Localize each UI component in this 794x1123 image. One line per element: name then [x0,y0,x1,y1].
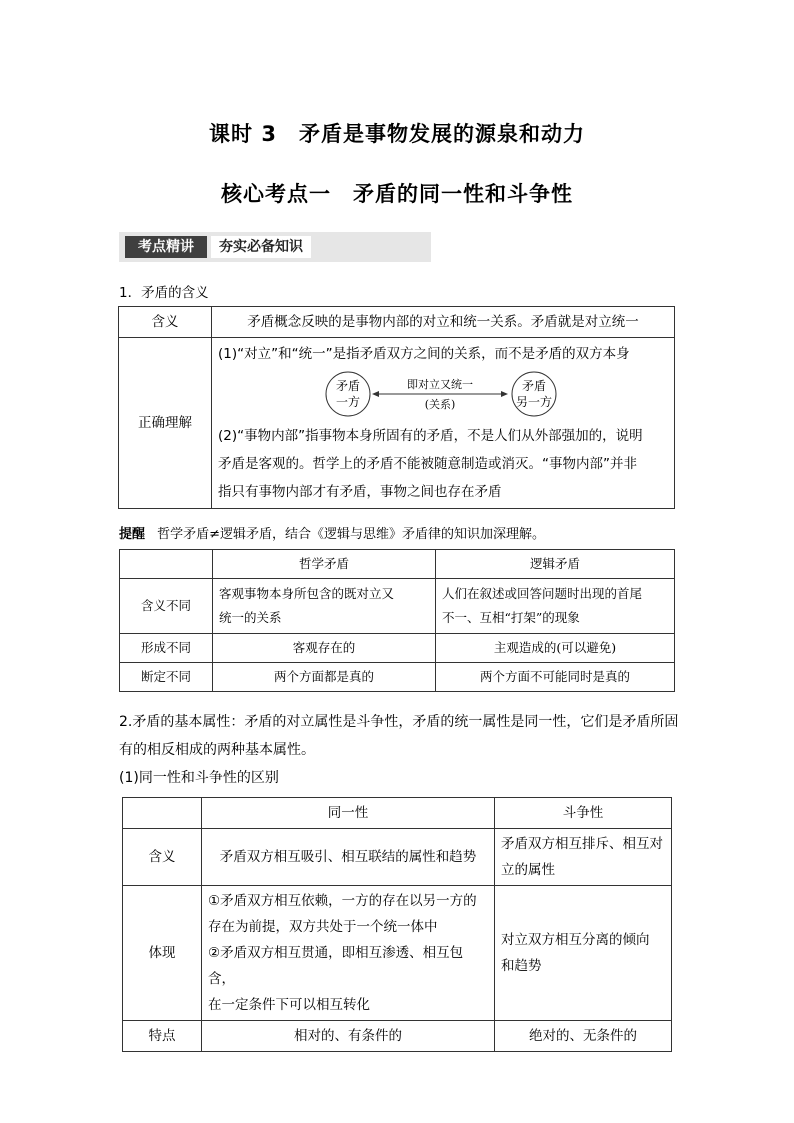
table-row [120,579,675,634]
row-label: 断定不同 [120,663,213,692]
row-label: 形成不同 [120,634,213,663]
right-circle-line1: 矛盾 [521,379,547,393]
corner-cell [123,798,202,829]
point-1: (1)“对立”和“统一”是指矛盾双方之间的关系，而不是矛盾的双方本身 [218,346,630,362]
arrow-head-left [372,391,379,397]
philosophy-vs-logic-table [119,549,675,692]
arrow-head-right [501,391,508,397]
section1-heading: 1．矛盾的含义 [119,285,209,301]
cell: 绝对的、无条件的 [495,1021,672,1052]
cell-line: 不一、互相“打架”的现象 [442,610,580,625]
identity-struggle-table [122,797,672,1052]
row-label: 体现 [123,886,202,1021]
cell: 相对的、有条件的 [202,1021,495,1052]
cell: 两个方面不可能同时是真的 [436,663,675,692]
col-logic: 逻辑矛盾 [436,550,675,579]
point-2-line3: 指只有事物内部才有矛盾，事物之间也存在矛盾 [218,484,502,500]
lesson-title: 课时 3 矛盾是事物发展的源泉和动力 [209,122,585,146]
table-row [123,829,672,886]
row-label-meaning: 含义 [119,307,212,338]
point-2-line1: (2)“事物内部”指事物本身所固有的矛盾，不是人们从外部强加的，说明 [218,428,643,444]
cell-line: 对立双方相互分离的倾向 [501,932,650,948]
tip-label: 提醒 [119,527,146,542]
banner-tag: 考点精讲 [125,236,207,258]
row-label: 含义不同 [120,579,213,634]
contradiction-meaning-table [118,306,675,509]
left-circle-line2: 一方 [335,395,361,409]
cell-line: ①矛盾双方相互依赖，一方的存在以另一方的 [208,893,477,909]
table-row [120,663,675,692]
cell-line: 立的属性 [501,862,555,878]
table-row [123,886,672,1021]
cell: 矛盾双方相互吸引、相互联结的属性和趋势 [202,829,495,886]
cell: 两个方面都是真的 [213,663,436,692]
cell-line: 存在为前提，双方共处于一个统一体中 [208,919,438,935]
table-row [120,634,675,663]
tip-text: 哲学矛盾≠逻辑矛盾，结合《逻辑与思维》矛盾律的知识加深理解。 [157,527,546,542]
cell: 客观存在的 [213,634,436,663]
cell-line: 和趋势 [501,958,542,974]
cell-line: 统一的关系 [219,610,282,625]
cell-line: 客观事物本身所包含的既对立又 [219,586,395,601]
row-label: 特点 [123,1021,202,1052]
row-label-understanding: 正确理解 [119,338,212,509]
col-identity: 同一性 [202,798,495,829]
section-title: 核心考点一 矛盾的同一性和斗争性 [221,182,573,206]
cell: 主观造成的(可以避免) [436,634,675,663]
left-circle-line1: 矛盾 [335,379,361,393]
cell-line: 在一定条件下可以相互转化 [208,997,370,1013]
right-circle-line2: 另一方 [515,395,553,409]
section2-line2: 有的相反相成的两种基本属性。 [119,742,315,758]
cell-line: 人们在叙述或回答问题时出现的首尾 [442,586,643,601]
col-struggle: 斗争性 [495,798,672,829]
cell-line: ②矛盾双方相互贯通，即相互渗透、相互包含， [208,945,464,987]
corner-cell [120,550,213,579]
section2-line1: 2.矛盾的基本属性：矛盾的对立属性是斗争性，矛盾的统一属性是同一性，它们是矛盾所固 [119,714,679,730]
arrow-label-top: 即对立又统一 [407,378,473,391]
col-philosophy: 哲学矛盾 [213,550,436,579]
meaning-text: 矛盾概念反映的是事物内部的对立和统一关系。矛盾就是对立统一 [212,307,675,338]
table-row [123,1021,672,1052]
section2-sub-heading: (1)同一性和斗争性的区别 [119,770,279,786]
point-2-line2: 矛盾是客观的。哲学上的矛盾不能被随意制造或消灭。“事物内部”并非 [218,456,637,472]
tip-line [119,523,545,542]
arrow-label-bottom: (关系) [424,398,456,411]
cell-line: 矛盾双方相互排斥、相互对 [501,836,663,852]
banner-subtitle: 夯实必备知识 [211,236,311,258]
section-banner [119,232,431,262]
row-label: 含义 [123,829,202,886]
relation-diagram [324,368,654,422]
